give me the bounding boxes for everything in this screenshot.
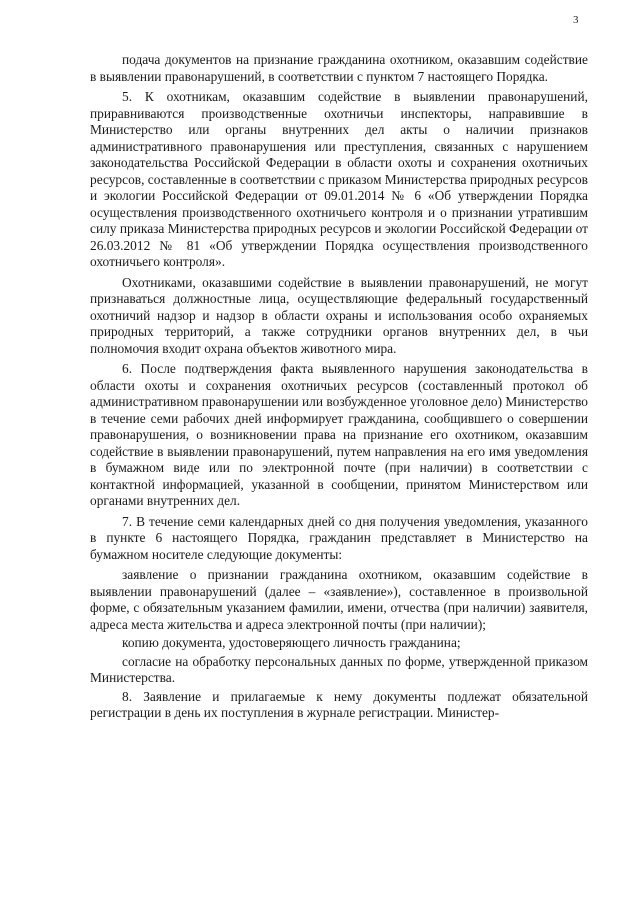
document-body bbox=[90, 52, 588, 726]
paragraph-item-7: 7. В течение семи календарных дней со дня получения уведомления, указанного в пункте 6 настоящего Порядка, гражданин представляет в Министерство на бумажном носителе следующие документы: bbox=[90, 513, 588, 562]
document-list-item-consent: согласие на обработку персональных данных по форме, утвержденной приказом Министерства. bbox=[90, 653, 588, 685]
document-list-item-application: заявление о признании гражданина охотником, оказавшим содействие в выявлении правонарушений (далее – «заявление»), составленное в произвольной форме, с обязательным указанием фамилии, имени, отчества (при наличии) заявителя, адреса места жительства и адреса электронной почты (при наличии); bbox=[90, 567, 588, 632]
paragraph-item-6: 6. После подтверждения факта выявленного нарушения законодательства в области охоты и сохранения охотничьих ресурсов (составленный протокол об административном правонарушении или возбужденное уголовное дело) Министерство в течение семи рабочих дней информирует гражданина, сообщившего о совершении правонарушения, о возникновении права на признание его охотником, оказавшим содействие в выявлении правонарушений, путем направления на его имя уведомления в бумажном виде или по электронной почте (при наличии) в соответствии с контактной информацией, указанной в сообщении, принятом Министерством или органами внутренних дел. bbox=[90, 361, 588, 508]
paragraph-continuation: подача документов на признание гражданина охотником, оказавшим содействие в выявлении правонарушений, в соответствии с пунктом 7 настоящего Порядка. bbox=[90, 52, 588, 84]
page-number: 3 bbox=[573, 14, 579, 26]
paragraph-item-5-exclusion: Охотниками, оказавшими содействие в выявлении правонарушений, не могут признаваться должностные лица, осуществляющие федеральный государственный охотничий надзор и надзор в области охраны и использования особо охраняемых природных территорий, а также сотрудники органов внутренних дел, в чьи полномочия входит охрана объектов животного мира. bbox=[90, 274, 588, 356]
document-list-item-id-copy: копию документа, удостоверяющего личность гражданина; bbox=[122, 635, 461, 650]
paragraph-item-5: 5. К охотникам, оказавшим содействие в выявлении правонарушений, приравниваются производственные охотничьи инспекторы, направившие в Министерство или органы внутренних дел акты о наличии признаков административного правонарушения или преступления, связанных с нарушением законодательства Российской Федерации в области охоты и сохранения охотничьих ресурсов, составленные в соответствии с приказом Министерства природных ресурсов и экологии Российской Федерации от 09.01.2014 № 6 «Об утверждении Порядка осуществления производственного охотничьего контроля и о признании утратившим силу приказа Министерства природных ресурсов и экологии Российской Федерации от 26.03.2012 № 81 «Об утверждении Порядка осуществления производственного охотничьего контроля». bbox=[90, 89, 588, 269]
paragraph-item-8: 8. Заявление и прилагаемые к нему документы подлежат обязательной регистрации в день их поступления в журнале регистрации. Министер- bbox=[90, 688, 588, 720]
